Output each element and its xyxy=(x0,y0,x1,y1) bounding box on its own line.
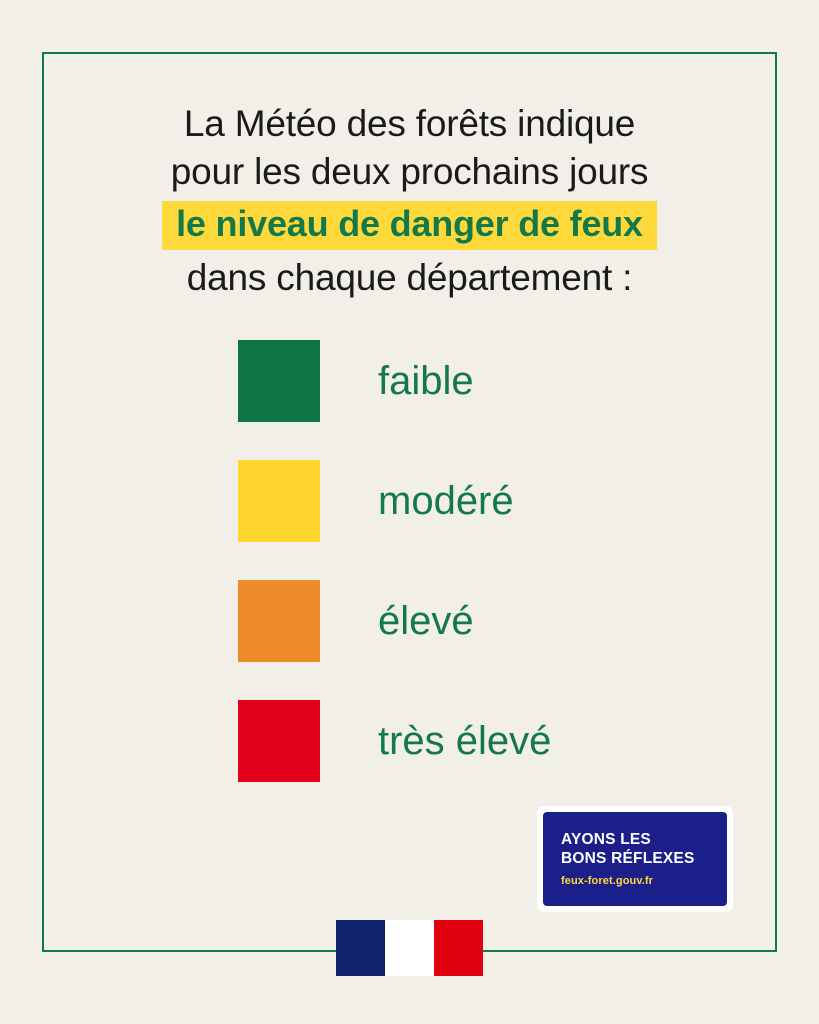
headline xyxy=(0,100,819,302)
flag-white-band xyxy=(385,920,434,976)
list-item xyxy=(238,340,658,422)
flag-red-band xyxy=(434,920,483,976)
color-swatch-modere xyxy=(238,460,320,542)
headline-highlight-line xyxy=(0,200,819,249)
campaign-badge-url[interactable]: feux-foret.gouv.fr xyxy=(561,875,654,888)
list-item xyxy=(238,460,658,542)
list-item xyxy=(238,580,658,662)
color-swatch-faible xyxy=(238,340,320,422)
list-item xyxy=(238,700,658,782)
campaign-badge[interactable] xyxy=(537,806,733,912)
campaign-badge-inner xyxy=(543,812,727,906)
legend-label: modéré xyxy=(378,478,514,523)
legend-label: élevé xyxy=(378,598,474,643)
headline-line-2: pour les deux prochains jours xyxy=(170,151,649,193)
headline-line-1: La Météo des forêts indique xyxy=(183,103,636,144)
legend-label: faible xyxy=(378,358,474,403)
flag-blue-band xyxy=(336,920,385,976)
legend-label: très élevé xyxy=(378,718,552,763)
french-flag-logo xyxy=(336,920,484,976)
campaign-badge-line-2: BONS RÉFLEXES xyxy=(561,849,695,867)
headline-highlight: le niveau de danger de feux xyxy=(162,201,657,249)
headline-line-4: dans chaque département : xyxy=(186,256,633,298)
color-swatch-eleve xyxy=(238,580,320,662)
danger-level-legend xyxy=(238,340,658,820)
color-swatch-tres-eleve xyxy=(238,700,320,782)
campaign-badge-line-1: AYONS LES xyxy=(561,830,651,848)
marianne-icon xyxy=(386,925,432,971)
